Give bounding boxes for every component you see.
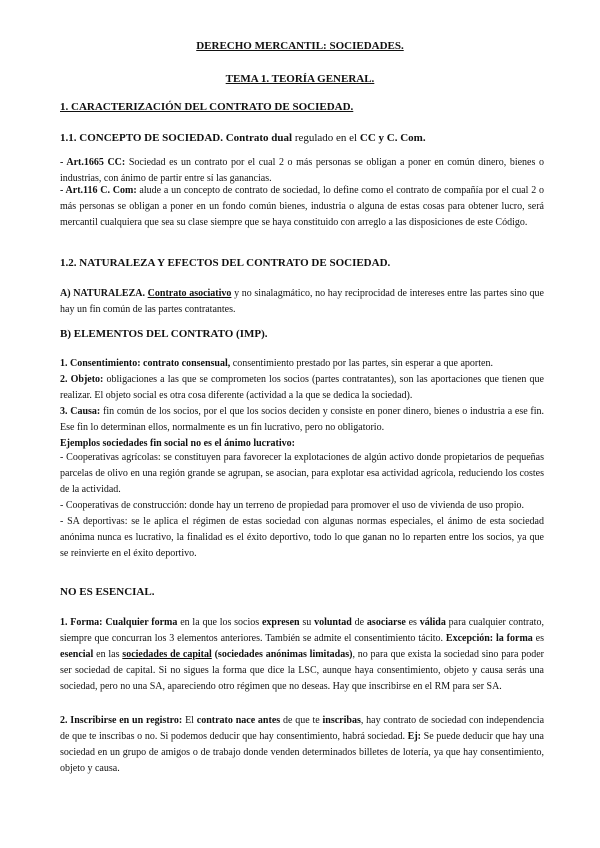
section-1-2-heading: 1.2. NATURALEZA Y EFECTOS DEL CONTRATO DE SOCIEDAD. [60, 257, 391, 269]
topic-title: TEMA 1. TEORÍA GENERAL. [225, 73, 375, 85]
ejemplo-cooperativas-agricolas: - Cooperativas agrícolas: se constituyen para favorecer la explotaciones de algún activo donde propietarios de pequeñas parcelas de olivo en una región grande se agrupan, se asocian, para explotar esa actividad agrícola, reduciendo los costes de la actividad. [60, 452, 544, 495]
elementos-list [60, 356, 544, 452]
section-1-1-heading: 1.1. CONCEPTO DE SOCIEDAD. Contrato dual regulado en el CC y C. Com. [60, 132, 426, 144]
ejemplo-sa-deportivas: - SA deportivas: se le aplica el régimen de estas sociedad con algunas normas especiales, el ánimo de esta sociedad anónima nunca es lucrativo, la finalidad es el éxito deportivo, todo lo que ganan no lo reparten entre los socios, ya que se reinvierte en el éxito deportivo. [60, 516, 544, 559]
elemento-objeto: 2. Objeto: obligaciones a las que se comprometen los socios (partes contratantes), son las aportaciones que tienen que realizar. El objeto social es otra cosa diferente (actividad a la que se dedica la sociedad). [60, 374, 544, 401]
document-title: DERECHO MERCANTIL: SOCIEDADES. [196, 40, 404, 52]
ejemplos-list [60, 450, 544, 562]
elementos-heading: B) ELEMENTOS DEL CONTRATO (IMP). [60, 328, 268, 340]
registro-paragraph: 2. Inscribirse en un registro: El contrato nace antes de que te inscribas, hay contrato de sociedad con independencia de que te inscribas o no. Si podemos deducir que hay consentimiento, habrá sociedad. Ej: Se puede deducir que hay una sociedad en un grupo de amigos o de trabajo donde venden determinados billetes de lotería, ya que hay consentimiento, objeto y causa. [60, 715, 545, 774]
section-1-heading: 1. CARACTERIZACIÓN DEL CONTRATO DE SOCIEDAD. [60, 101, 354, 113]
art-116-paragraph: - Art.116 C. Com: alude a un concepto de contrato de sociedad, lo define como el contrato de compañía por el cual 2 o más personas se obligan a poner en un fondo común bienes, industria o alguna de estas cosas para obtener lucro, será mercantil cualquiera que sea su clase siempre que se haya constituido con arreglo a las disposiciones de este Código. [60, 185, 544, 228]
naturaleza-paragraph: A) NATURALEZA. Contrato asociativo y no sinalagmático, no hay reciprocidad de intereses entre las partes sino que hay un fin común de las partes contratantes. [60, 288, 544, 315]
elemento-causa: 3. Causa: fin común de los socios, por el que los socios deciden y consiste en poner dinero, bienes o industria a ese fin. Ese fin lo determinan ellos, normalmente es un fin lucrativo, pero no obligatorio. [60, 406, 544, 433]
forma-paragraph: 1. Forma: Cualquier forma en la que los socios expresen su voluntad de asociarse es válida para cualquier contrato, siempre que concurran los 3 elementos anteriores. También se admite el consentimiento tácito. Excepción: la forma es esencial en las sociedades de capital (sociedades anónimas limitadas), no para que exista la sociedad sino para poder ser sociedad de capital. Si no sigues la forma que dice la LSC, aunque haya consentimiento, objeto y causa serás una sociedad, pero no una SA, apareciendo otro régimen que no deseas. Hay que inscribirse en el RM para ser SA. [60, 617, 545, 692]
no-esencial-heading: NO ES ESENCIAL. [60, 586, 155, 598]
ejemplo-cooperativas-construccion: - Cooperativas de construcción: donde hay un terreno de propiedad para promover el uso de vivienda de uso propio. [60, 500, 525, 511]
ejemplos-heading: Ejemplos sociedades fin social no es el ánimo lucrativo: [60, 438, 295, 449]
art-1665-paragraph: - Art.1665 CC: Sociedad es un contrato por el cual 2 o más personas se obligan a poner en común dinero, bienes o industrias, con ánimo de partir entre sí las ganancias. [60, 157, 544, 184]
elemento-consentimiento: 1. Consentimiento: contrato consensual, consentimiento prestado por las partes, sin esperar a que aporten. [60, 358, 493, 369]
